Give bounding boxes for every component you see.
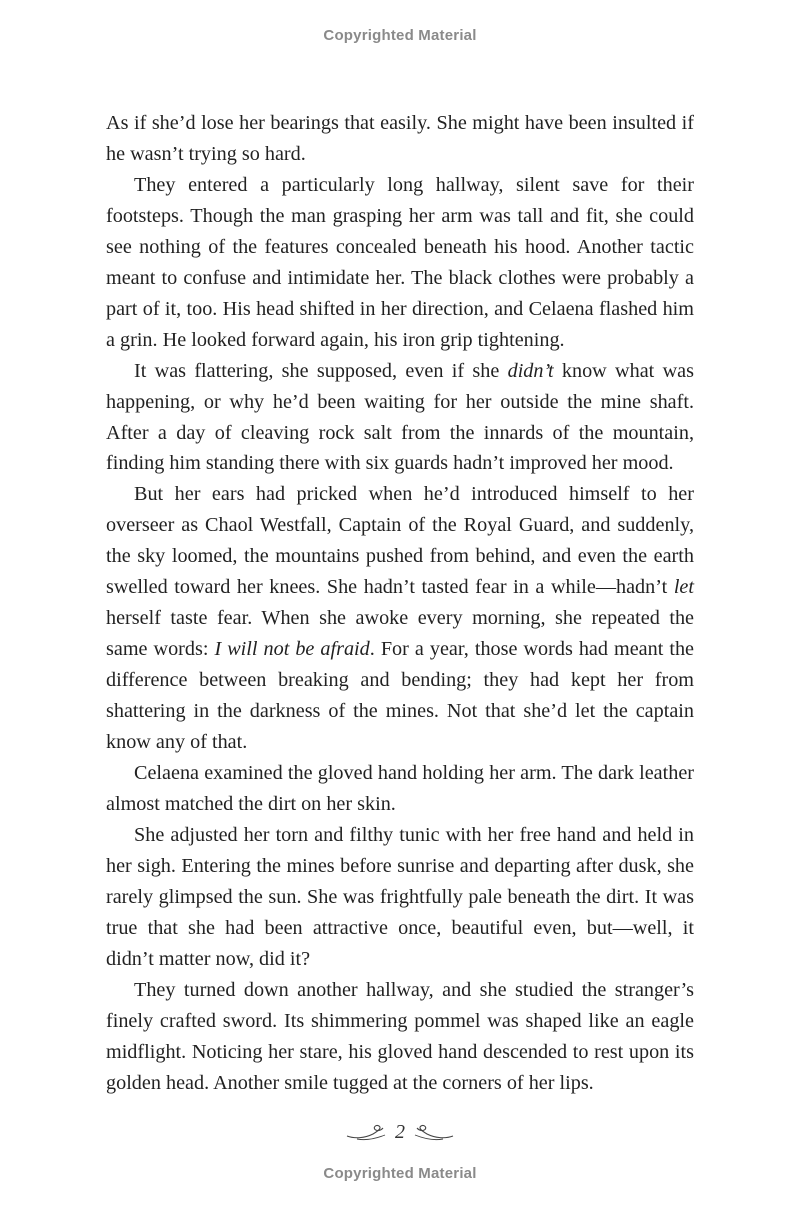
paragraph-7 [106,975,694,1099]
copyright-watermark-top: Copyrighted Material [323,27,477,44]
page-number: 2 [395,1121,405,1143]
italic-emphasis: let [673,576,694,599]
paragraph-text: They entered a particularly long hallway, silent save for their footsteps. Though the man grasping her arm was tall and fit, she could see nothing of the features concealed beneath his hood. Another tactic meant to confuse and intimidate her. The black clothes were probably a part of it, too. His head shifted in her direction, and Celaena flashed him a grin. He looked forward again, his iron grip tightening. [106,173,694,351]
paragraph-2 [106,170,694,356]
paragraph-text: . For a year, those words had meant the difference between breaking and bending; they had kept her from shattering in the darkness of the mines. Not that she’d let the captain know any of that. [106,638,694,754]
paragraph-text: herself taste fear. When she awoke every morning, she repeated the same words: [106,607,694,661]
paragraph-text: They turned down another hallway, and she studied the stranger’s finely crafted sword. Its shimmering pommel was shaped like an eagle midflight. Noticing her stare, his gloved hand descended to rest upon its golden head. Another smile tugged at the corners of her lips. [106,978,694,1094]
paragraph-text: As if she’d lose her bearings that easily. She might have been insulted if he wasn’t trying so hard. [106,112,694,165]
paragraph-text: It was flattering, she supposed, even if she [134,359,508,382]
paragraph-4 [106,479,694,758]
paragraph-1 [106,108,694,170]
paragraph-text: But her ears had pricked when he’d introduced himself to her overseer as Chaol Westfall, Captain of the Royal Guard, and suddenly, the sky loomed, the mountains pushed from behind, and even the earth swelled toward her knees. She hadn’t tasted fear in a while—hadn’t [106,483,694,599]
swirl-ornament-left-icon [345,1123,389,1141]
paragraph-6 [106,820,694,975]
body-text [106,108,694,1099]
paragraph-5 [106,758,694,820]
paragraph-text: know what was happening, or why he’d been waiting for her outside the mine shaft. After a day of cleaving rock salt from the innards of the mountain, finding him standing there with six guards hadn’t improved her mood. [106,359,694,475]
paragraph-text: She adjusted her torn and filthy tunic with her free hand and held in her sigh. Entering the mines before sunrise and departing after dusk, she rarely glimpsed the sun. She was frightfully pale beneath the dirt. It was true that she had been attractive once, beautiful even, but—well, it didn’t matter now, did it? [106,823,694,970]
copyright-watermark-bottom: Copyrighted Material [323,1165,477,1182]
paragraph-text: Celaena examined the gloved hand holding her arm. The dark leather almost matched the dirt on her skin. [106,762,694,815]
paragraph-3 [106,356,694,480]
page-folio [0,1122,800,1142]
italic-emphasis: didn’t [507,359,554,382]
swirl-ornament-right-icon [411,1123,455,1141]
italic-emphasis: I will not be afraid [214,638,370,661]
